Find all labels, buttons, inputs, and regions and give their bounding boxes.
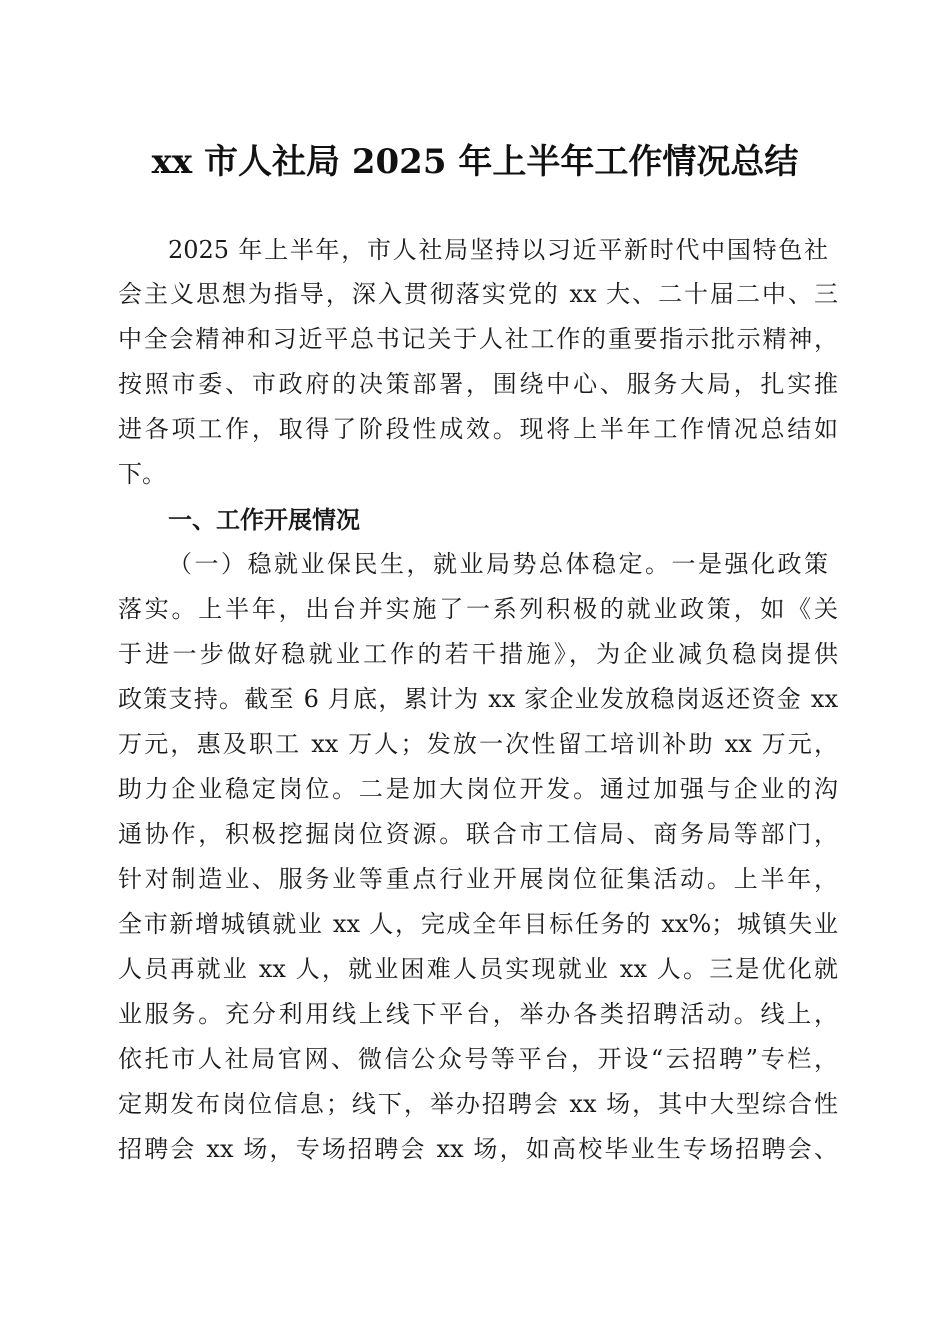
intro-line: 中全会精神和习近平总书记关于人社工作的重要指示批示精神， [118, 325, 838, 353]
body-line: 人员再就业 xx 人，就业困难人员实现就业 xx 人。三是优化就 [118, 955, 838, 983]
intro-line: 下。 [118, 460, 166, 488]
document-title: xx 市人社局 2025 年上半年工作情况总结 [151, 142, 799, 182]
body-line: 政策支持。截至 6 月底，累计为 xx 家企业发放稳岗返还资金 xx [118, 685, 838, 713]
intro-line: 会主义思想为指导，深入贯彻落实党的 xx 大、二十届二中、三 [118, 280, 838, 308]
body-line: 业服务。充分利用线上线下平台，举办各类招聘活动。线上， [118, 1000, 838, 1028]
body-line: （一）稳就业保民生，就业局势总体稳定。一是强化政策 [168, 550, 828, 578]
body-line: 于进一步做好稳就业工作的若干措施》，为企业减负稳岗提供 [118, 640, 838, 668]
intro-line: 2025 年上半年，市人社局坚持以习近平新时代中国特色社 [168, 236, 828, 264]
body-line: 全市新增城镇就业 xx 人，完成全年目标任务的 xx%；城镇失业 [118, 910, 838, 938]
body-line: 助力企业稳定岗位。二是加大岗位开发。通过加强与企业的沟 [118, 775, 838, 803]
intro-line: 按照市委、市政府的决策部署，围绕中心、服务大局，扎实推 [118, 370, 838, 398]
body-line: 万元，惠及职工 xx 万人；发放一次性留工培训补助 xx 万元， [118, 730, 838, 758]
intro-line: 进各项工作，取得了阶段性成效。现将上半年工作情况总结如 [118, 415, 838, 443]
body-line: 招聘会 xx 场，专场招聘会 xx 场，如高校毕业生专场招聘会、 [118, 1135, 838, 1163]
body-line: 定期发布岗位信息；线下，举办招聘会 xx 场，其中大型综合性 [118, 1090, 838, 1118]
body-line: 针对制造业、服务业等重点行业开展岗位征集活动。上半年， [118, 865, 838, 893]
body-line: 通协作，积极挖掘岗位资源。联合市工信局、商务局等部门， [118, 820, 838, 848]
body-line: 落实。上半年，出台并实施了一系列积极的就业政策，如《关 [118, 595, 838, 623]
body-line: 依托市人社局官网、微信公众号等平台，开设“云招聘”专栏， [118, 1045, 838, 1073]
section-heading: 一、工作开展情况 [168, 506, 360, 534]
